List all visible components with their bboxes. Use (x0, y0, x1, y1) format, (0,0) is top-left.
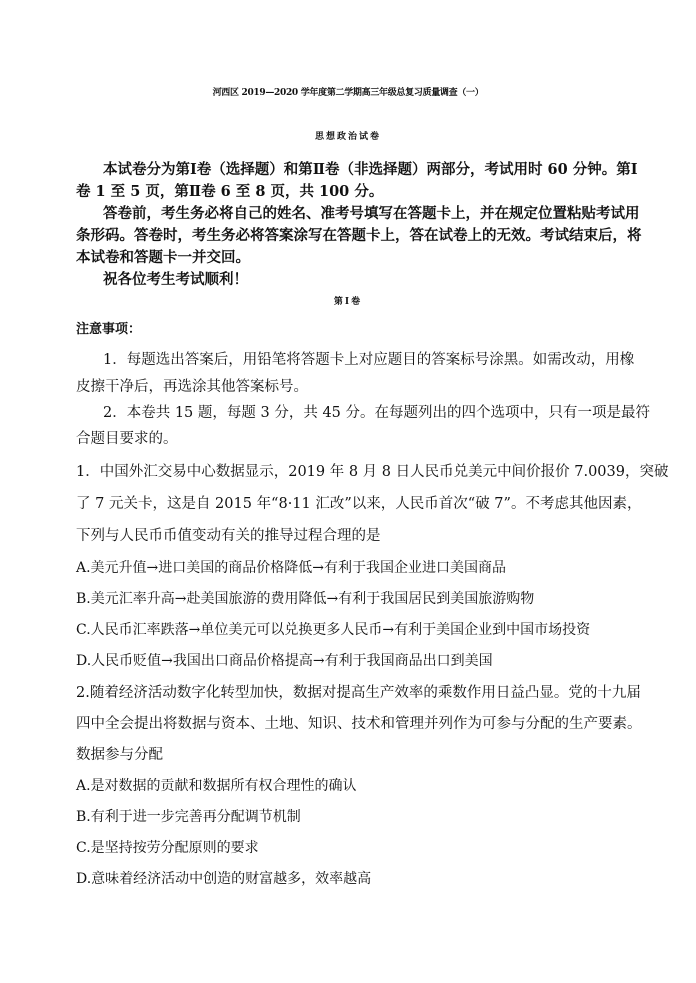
notes-item-1-line-1: 1．每题选出答案后，用铅笔将答题卡上对应题目的答案标号涂黑。如需改动，用橡 (103, 352, 635, 368)
intro-line-2: 卷 1 至 5 页，第Ⅱ卷 6 至 8 页，共 100 分。 (76, 183, 384, 200)
notes-item-2-line-1: 2．本卷共 15 题，每题 3 分，共 45 分。在每题列出的四个选项中，只有一项是最符 (103, 405, 651, 421)
exam-title: 河西区 2019—2020 学年度第二学期高三年级总复习质量调查（一） (212, 88, 484, 98)
notes-heading: 注意事项： (76, 322, 142, 337)
question-1-line-2: 了 7 元关卡，这是自 2015 年“8·11 汇改”以来，人民币首次“破 7”。不考虑其他因素， (76, 496, 642, 512)
notes-item-1-line-2: 皮擦干净后，再选涂其他答案标号。 (76, 379, 308, 395)
question-1-option-d: D.人民币贬值→我国出口商品价格提高→有利于我国商品出口到美国 (76, 653, 493, 669)
question-1-option-c: C.人民币汇率跌落→单位美元可以兑换更多人民币→有利于美国企业到中国市场投资 (76, 622, 591, 638)
question-2-option-d: D.意味着经济活动中创造的财富越多，效率越高 (76, 871, 372, 887)
question-2-option-b: B.有利于进一步完善再分配调节机制 (76, 809, 301, 825)
question-1-option-b: B.美元汇率升高→赴美国旅游的费用降低→有利于我国居民到美国旅游购物 (76, 591, 535, 607)
intro-line-3: 答卷前，考生务必将自己的姓名、准考号填写在答题卡上，并在规定位置粘贴考试用 (103, 205, 640, 222)
question-2-line-2: 四中全会提出将数据与资本、土地、知识、技术和管理并列作为可参与分配的生产要素。 (76, 716, 642, 732)
intro-line-5: 本试卷和答题卡一并交回。 (76, 249, 250, 266)
question-1-line-1: 1．中国外汇交易中心数据显示，2019 年 8 月 8 日人民币兑美元中间价报价 7.0039，突破 (76, 464, 669, 480)
question-2-line-3: 数据参与分配 (76, 747, 163, 763)
question-1-option-a: A.美元升值→进口美国的商品价格降低→有利于我国企业进口美国商品 (76, 560, 507, 576)
notes-item-2-line-2: 合题目要求的。 (76, 431, 178, 447)
intro-line-6: 祝各位考生考试顺利！ (103, 271, 248, 288)
subject-title: 思想政治试卷 (314, 132, 381, 142)
question-2-option-c: C.是坚持按劳分配原则的要求 (76, 840, 259, 856)
question-2-line-1: 2.随着经济活动数字化转型加快，数据对提高生产效率的乘数作用日益凸显。党的十九届 (76, 685, 641, 701)
question-2-option-a: A.是对数据的贡献和数据所有权合理性的确认 (76, 778, 357, 794)
intro-line-1: 本试卷分为第Ⅰ卷（选择题）和第Ⅱ卷（非选择题）两部分，考试用时 60 分钟。第Ⅰ (103, 161, 638, 178)
intro-line-4: 条形码。答卷时，考生务必将答案涂写在答题卡上，答在试卷上的无效。考试结束后，将 (76, 227, 642, 244)
section-title: 第Ⅰ卷 (333, 297, 363, 307)
question-1-line-3: 下列与人民币币值变动有关的推导过程合理的是 (76, 528, 381, 544)
